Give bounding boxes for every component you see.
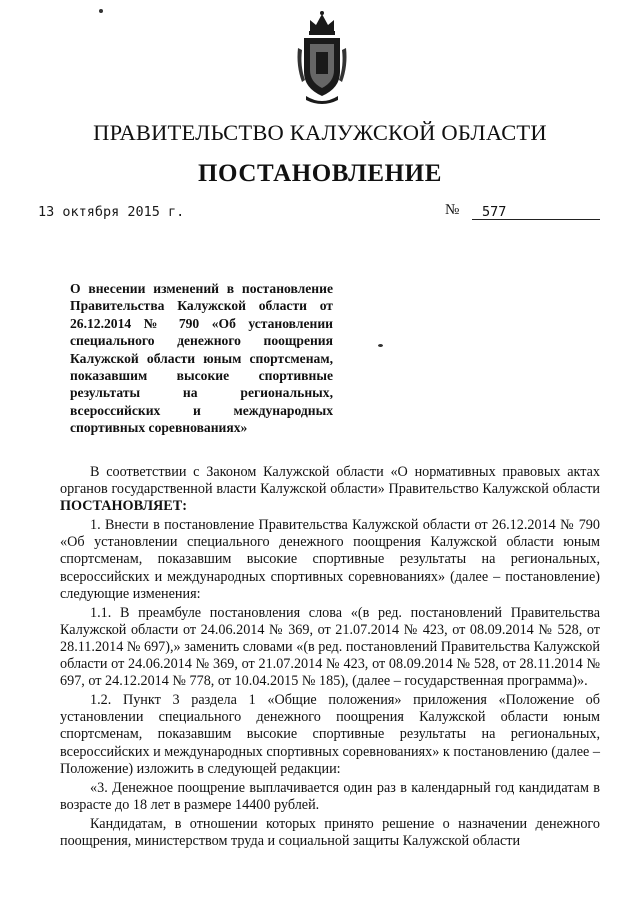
paragraph-preamble — [60, 464, 600, 515]
paragraph-candidates: Кандидатам, в отношении которых принято решение о назначении денежного поощрения, министерством труда и социальной защиты Калужской области — [60, 815, 600, 849]
document-date: 13 октября 2015 г. — [38, 204, 185, 220]
number-underline — [472, 219, 600, 220]
scan-speck — [99, 9, 103, 13]
coat-of-arms-emblem — [296, 8, 348, 108]
paragraph-item-1: 1. Внести в постановление Правительства Калужской области от 26.12.2014 № 790 «Об установлении специального денежного поощрения Калужской области юным спортсменам, показавшим высокие спортивные результаты на региональных, всероссийских и международных спортивных соревнованиях» (далее – постановление) следующие изменения: — [60, 517, 600, 602]
paragraph-item-1-1: 1.1. В преамбуле постановления слова «(в ред. постановлений Правительства Калужской области от 24.06.2014 № 369, от 21.07.2014 № 423, от 08.09.2014 № 528, от 28.11.2014 № 697),» заменить словами «(в ред. постановлений Правительства Калужской области от 24.06.2014 № 369, от 21.07.2014 № 423, от 08.09.2014 № 528, от 28.11.2014 № 697, от 24.12.2014 № 778, от 10.04.2015 № 185), (далее – государственная программа)». — [60, 604, 600, 690]
document-number: 577 — [482, 204, 507, 220]
paragraph-quoted-item-3: «3. Денежное поощрение выплачивается один раз в календарный год кандидатам в возрасте до 18 лет в размере 14400 рублей. — [60, 779, 600, 813]
document-type-title: ПОСТАНОВЛЕНИЕ — [197, 160, 443, 187]
document-heading: О внесении изменений в постановление Правительства Калужской области от 26.12.2014 № 790 «Об установлении специального денежного поощрения Калужской области юным спортсменам, показавшим высокие спортивные результаты на региональных, всероссийских и международных спортивных соревнованиях» — [70, 281, 333, 436]
resolves-keyword: ПОСТАНОВЛЯЕТ: — [60, 498, 187, 515]
preamble-text: В соответствии с Законом Калужской области «О нормативных правовых актах органов государственной власти Калужской области» Правительство Калужской области — [60, 464, 600, 498]
number-sign: № — [445, 202, 460, 218]
paragraph-item-1-2: 1.2. Пункт 3 раздела 1 «Общие положения» приложения «Положение об установлении специального денежного поощрения Калужской области юным спортсменам, показавшим высокие спортивные результаты на региональных, всероссийских и международных спортивных соревнованиях» к постановлению (далее – Положение) изложить в следующей редакции: — [60, 692, 600, 777]
government-name: ПРАВИТЕЛЬСТВО КАЛУЖСКОЙ ОБЛАСТИ — [93, 120, 547, 145]
document-body — [60, 464, 600, 850]
scan-speck — [378, 344, 383, 347]
